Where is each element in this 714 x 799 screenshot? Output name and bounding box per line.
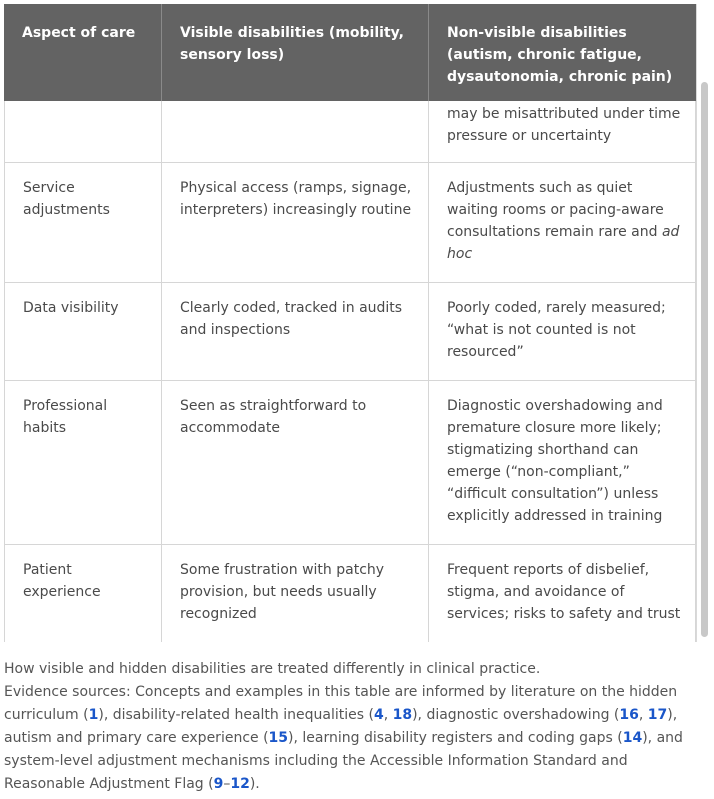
caption-text: ), autism and primary care experience (	[4, 707, 678, 746]
header-visible-disabilities: Visible disabilities (mobility, sensory loss)	[162, 4, 429, 101]
cell-nonvisible: Poorly coded, rarely measured; “what is not counted is not resourced”	[429, 283, 696, 380]
table-body	[4, 101, 696, 642]
caption-text: ), learning disability registers and coding gaps (	[288, 730, 623, 746]
cell-text: Adjustments such as quiet waiting rooms or pacing-aware consultations remain rare and	[447, 180, 664, 240]
caption-text: –	[223, 776, 231, 792]
reference-link-14[interactable]: 14	[622, 730, 643, 746]
cell-visible	[162, 101, 429, 162]
disability-care-table	[4, 4, 697, 642]
reference-link-12[interactable]: 12	[230, 776, 250, 792]
caption-text: Evidence sources: Concepts and examples in this table are informed by literature on the hidden curriculum (	[4, 684, 678, 723]
reference-link-17[interactable]: 17	[647, 707, 668, 723]
cell-visible: Physical access (ramps, signage, interpreters) increasingly routine	[162, 163, 429, 282]
header-aspect-of-care: Aspect of care	[4, 4, 162, 101]
cell-aspect: Service adjustments	[4, 163, 162, 282]
cell-nonvisible: Frequent reports of disbelief, stigma, and avoidance of services; risks to safety and trust	[429, 545, 696, 642]
cell-visible: Clearly coded, tracked in audits and inspections	[162, 283, 429, 380]
table-header-row	[4, 4, 696, 101]
reference-link-15[interactable]: 15	[268, 730, 289, 746]
cell-aspect: Professional habits	[4, 381, 162, 544]
caption-text: ), and system-level adjustment mechanisms including the Accessible Information Standard and Reasonable Adjustment Flag (	[4, 730, 683, 792]
caption-text: ), diagnostic overshadowing (	[412, 707, 620, 723]
cell-nonvisible: Diagnostic overshadowing and premature closure more likely; stigmatizing shorthand can emerge (“non-compliant,” “difficult consultation”) unless explicitly addressed in training	[429, 381, 696, 544]
table-row	[4, 101, 696, 163]
cell-italic-text: ad hoc	[447, 224, 680, 262]
caption-text: ,	[383, 707, 393, 723]
caption-text: ).	[249, 776, 260, 792]
reference-link-16[interactable]: 16	[619, 707, 639, 723]
reference-link-1[interactable]: 1	[88, 707, 99, 723]
cell-visible: Some frustration with patchy provision, but needs usually recognized	[162, 545, 429, 642]
reference-link-9[interactable]: 9	[213, 776, 224, 792]
cell-aspect: Data visibility	[4, 283, 162, 380]
reference-link-18[interactable]: 18	[392, 707, 413, 723]
caption-evidence-sources	[4, 681, 710, 796]
header-nonvisible-disabilities: Non-visible disabilities (autism, chronic fatigue, dysautonomia, chronic pain)	[447, 25, 673, 85]
cell-nonvisible: may be misattributed under time pressure or uncertainty	[429, 101, 696, 162]
caption-text: ,	[638, 707, 648, 723]
table-row	[4, 381, 696, 545]
table-row	[4, 283, 696, 381]
cell-aspect	[4, 101, 162, 162]
cell-nonvisible	[429, 163, 696, 282]
table-caption	[4, 658, 710, 796]
table-scrollbar[interactable]	[701, 82, 708, 637]
caption-title: How visible and hidden disabilities are treated differently in clinical practice.	[4, 661, 541, 677]
table-row	[4, 163, 696, 283]
cell-aspect: Patient experience	[4, 545, 162, 642]
caption-text: ), disability-related health inequalities (	[98, 707, 374, 723]
table-row	[4, 545, 696, 642]
cell-visible: Seen as straightforward to accommodate	[162, 381, 429, 544]
reference-link-4[interactable]: 4	[373, 707, 384, 723]
